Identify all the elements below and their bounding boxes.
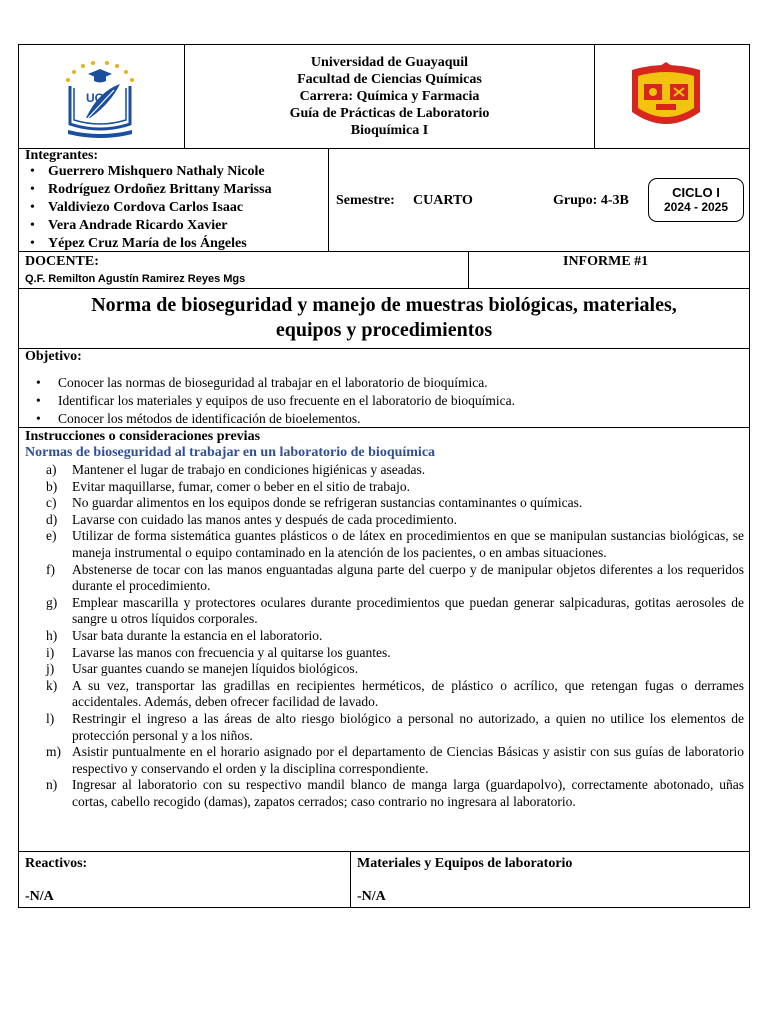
group-label: Grupo: 4-3B [553,193,629,208]
reagents-value: -N/A [25,889,54,904]
university-name: Universidad de Guayaquil [310,55,469,70]
rule-text: Restringir el ingreso a las áreas de alto riesgo biológico a personal no autorizado, a quien no utilice los elementos de protección personal y a los niños. [72,710,744,743]
instructions-label: Instrucciones o consideraciones previas [25,429,261,444]
objective-item: • Identificar los materiales y equipos de uso frecuente en el laboratorio de bioquímica. [24,392,515,410]
university-logo-letters: UG [86,91,104,105]
rule-letter: c) [46,495,57,511]
rule-text: Usar guantes cuando se manejen líquidos biológicos. [72,661,359,677]
rule-letter: f) [46,561,55,577]
rule-text: Lavarse con cuidado las manos antes y después de cada procedimiento. [72,511,457,527]
rule-text: Emplear mascarilla y protectores oculares durante procedimientos que puedan generar salpicaduras, gotitas aerosoles de sangre u otros líquidos corporales. [72,594,744,627]
reagents-label: Reactivos: [25,856,88,871]
rule-letter: n) [46,777,58,793]
rule-item [24,595,744,628]
subject-name: Bioquímica I [350,123,429,138]
rule-item [24,777,744,810]
document-title-line1: Norma de bioseguridad y manejo de muestras biológicas, materiales, [91,294,677,316]
semester-value: CUARTO [413,193,473,208]
team-member: • Guerrero Mishquero Nathaly Nicole [24,163,272,181]
rule-item [24,479,744,496]
biosafety-rules-list [24,462,744,810]
rule-item [24,661,744,678]
document-title-line2: equipos y procedimientos [275,319,493,341]
objective-item: • Conocer los métodos de identificación de bioelementos. [24,410,515,428]
guide-name: Guía de Prácticas de Laboratorio [289,106,490,121]
cycle-years: 2024 - 2025 [663,200,729,214]
team-label: Integrantes: [25,148,99,163]
team-members-list [24,163,272,253]
rule-item [24,512,744,529]
docente-name: Q.F. Remilton Agustín Ramirez Reyes Mgs [25,273,246,285]
team-member: • Rodríguez Ordoñez Brittany Marissa [24,181,272,199]
rule-item [24,711,744,744]
rule-letter: e) [46,528,57,544]
materials-label: Materiales y Equipos de laboratorio [357,856,573,871]
team-member: • Yépez Cruz María de los Ángeles [24,235,272,253]
faculty-seal [626,62,706,132]
rule-text: Evitar maquillarse, fumar, comer o beber en el sitio de trabajo. [72,478,410,494]
rule-item [24,462,744,479]
rule-item [24,495,744,512]
faculty-name: Facultad de Ciencias Químicas [297,72,482,87]
docente-label: DOCENTE: [25,254,99,269]
materials-value: -N/A [357,889,386,904]
rule-letter: d) [46,511,58,527]
rule-item [24,744,744,777]
rule-text: Usar bata durante la estancia en el laboratorio. [72,627,323,643]
rule-letter: h) [46,627,58,643]
rule-text: Asistir puntualmente en el horario asignado por el departamento de Ciencias Básicas y asistir con sus guías de laboratorio respectivo y conservando el orden y la disciplina correspondiente. [72,744,744,776]
team-member: • Vera Andrade Ricardo Xavier [24,217,272,235]
rule-text: A su vez, transportar las gradillas en recipientes herméticos, de plástico o acrílico, que retengan fugas o derrames accidentales. Además, deben ofrecer facilidad de lavado. [72,677,744,710]
team-member: • Valdiviezo Cordova Carlos Isaac [24,199,272,217]
rule-text: Abstenerse de tocar con las manos enguantadas alguna parte del cuerpo y de manipular objetos diferentes a los requeridos durante el procedimiento. [72,561,744,594]
rule-item [24,645,744,662]
rule-letter: j) [46,661,55,677]
rule-letter: l) [46,710,55,726]
rule-text: Lavarse las manos con frecuencia y al quitarse los guantes. [72,644,391,660]
cycle-badge [648,178,744,222]
instructions-subtitle: Normas de bioseguridad al trabajar en un laboratorio de bioquímica [25,445,436,460]
rule-item [24,628,744,645]
objective-list [24,374,515,428]
rule-text: Utilizar de forma sistemática guantes plásticos o de látex en procedimientos en que se manipulan sustancias biológicas, se maneja instrumental o equipo contaminado en la atención de los pacientes, o en ambas situaciones. [72,528,744,560]
header-title-block [185,54,594,139]
rule-text: Mantener el lugar de trabajo en condiciones higiénicas y aseadas. [72,462,426,477]
career-name: Carrera: Química y Farmacia [299,89,480,104]
objective-label: Objetivo: [25,349,82,364]
rule-letter: k) [46,677,58,693]
cycle-label: CICLO I [672,185,720,200]
rule-text: No guardar alimentos en los equipos donde se refrigeran sustancias contaminantes o químicas. [72,495,583,511]
rule-letter: b) [46,478,58,494]
rule-item [24,562,744,595]
rule-letter: m) [46,744,61,760]
rule-letter: i) [46,644,55,660]
rule-item [24,528,744,561]
objective-item: • Conocer las normas de bioseguridad al trabajar en el laboratorio de bioquímica. [24,374,515,392]
report-number: INFORME #1 [563,254,649,269]
rule-item [24,678,744,711]
university-logo [58,58,142,142]
rule-letter: a) [46,462,57,477]
semester-label: Semestre: [336,193,395,208]
rule-text: Ingresar al laboratorio con su respectivo mandil blanco de manga larga (guardapolvo), correctamente abotonado, uñas cortas, cabello recogido (damas), zapatos cerrados; caso contrario no ingresara al laboratorio. [72,777,744,809]
rule-letter: g) [46,594,58,610]
document-title [18,293,750,343]
